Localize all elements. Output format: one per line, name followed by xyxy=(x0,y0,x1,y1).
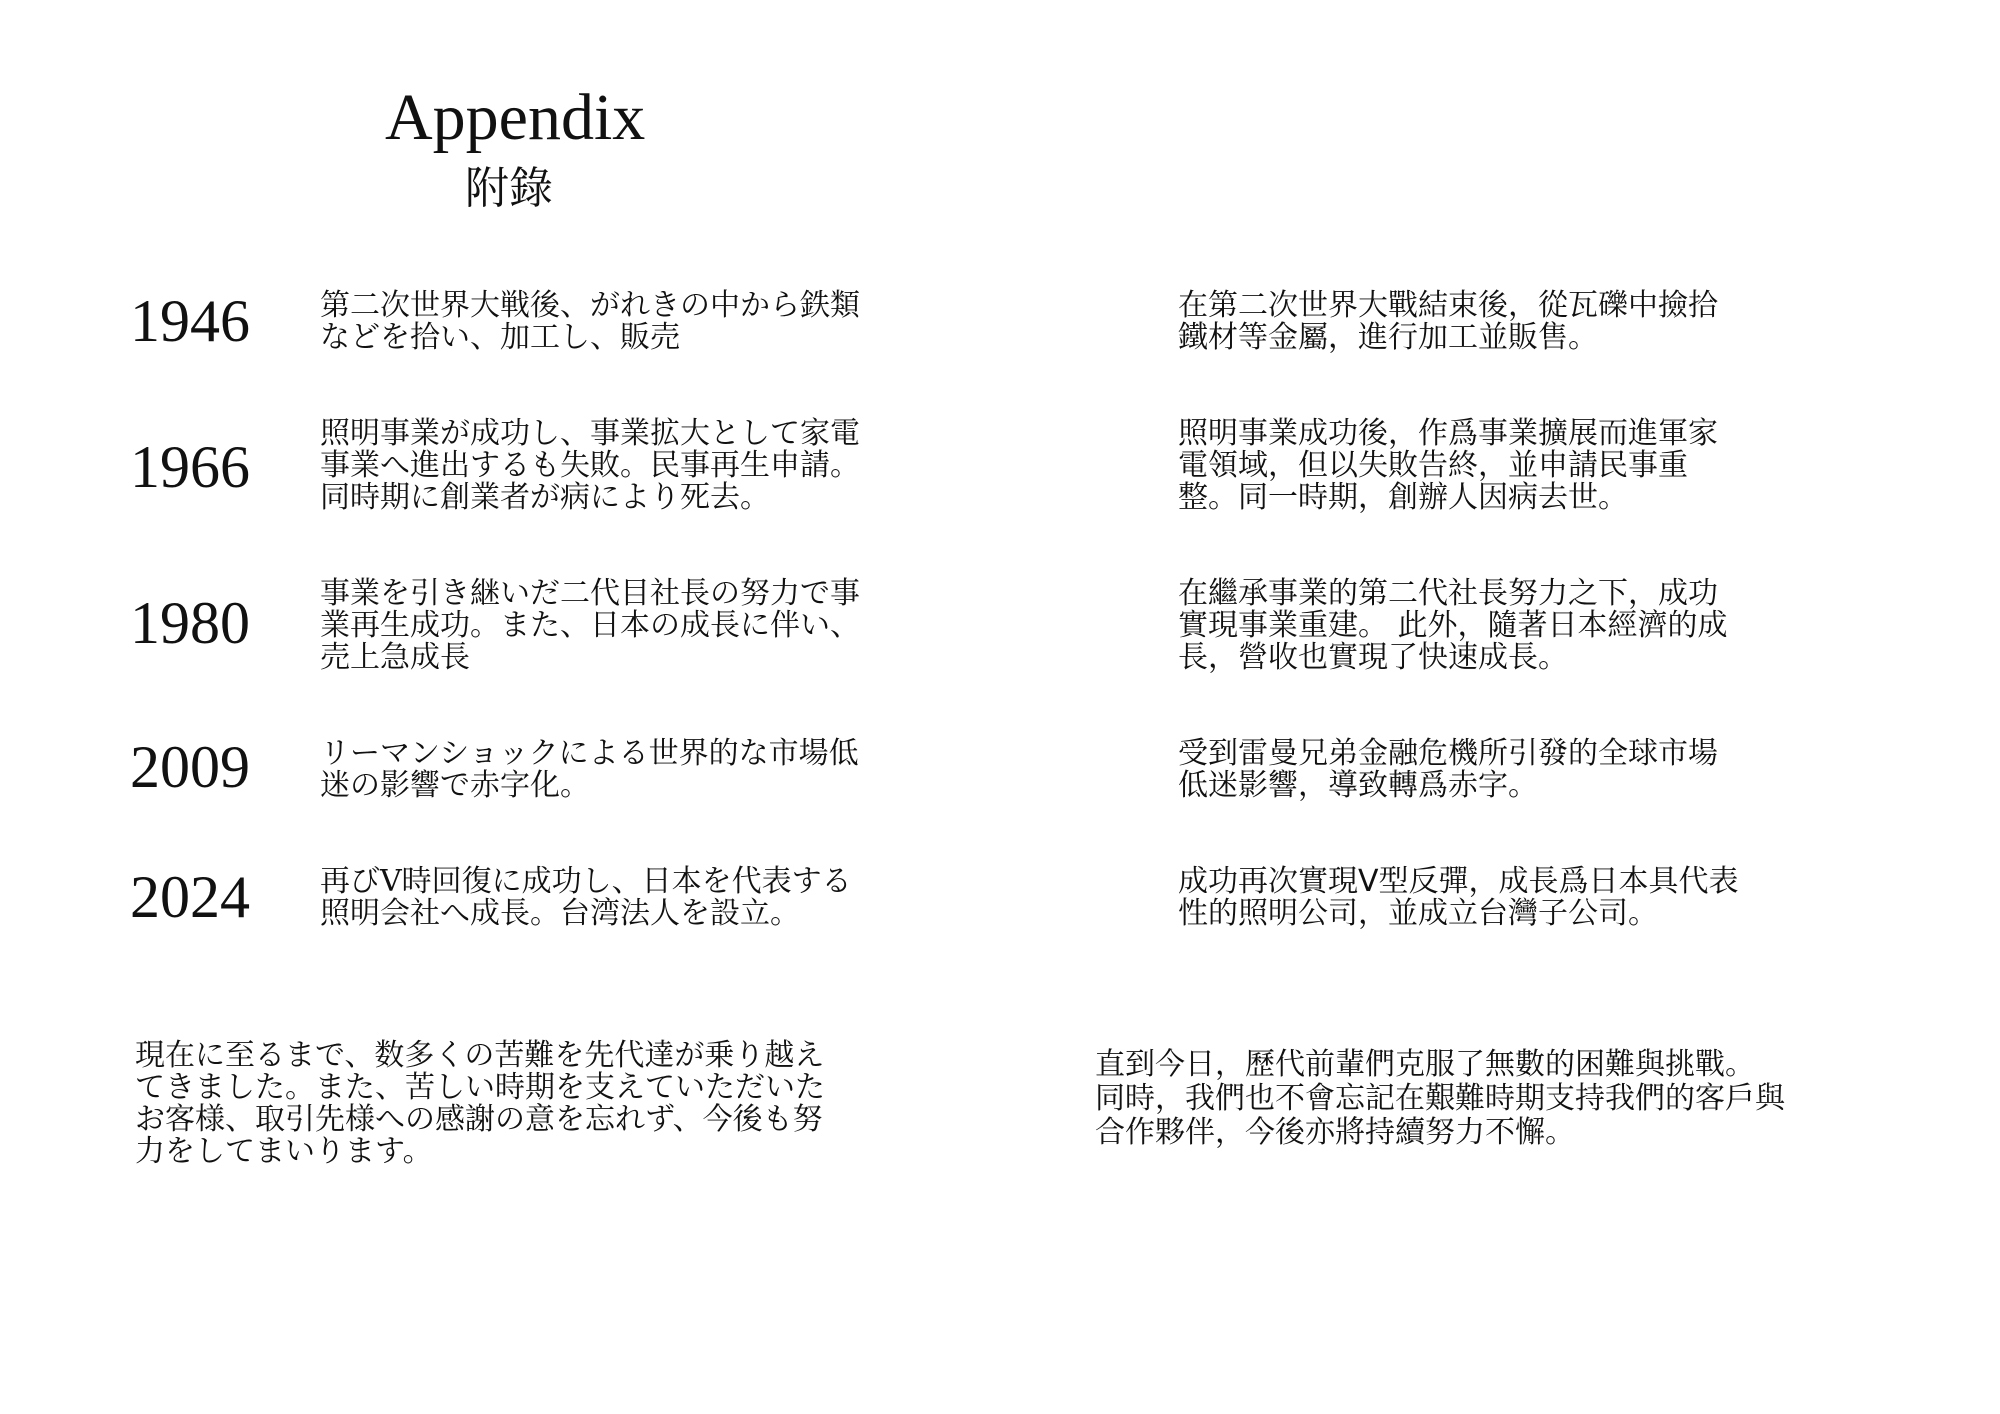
text-line: リーマンショックによる世界的な市場低 xyxy=(320,736,859,771)
timeline-text-japanese xyxy=(320,418,960,514)
timeline-row-1980 xyxy=(0,578,2000,698)
text-line: 業再生成功。また、日本の成長に伴い、 xyxy=(320,608,860,643)
text-line: 電領域，但以失敗告終，並申請民事重 xyxy=(1178,448,1688,483)
timeline-text-japanese xyxy=(320,738,960,802)
timeline-row-2009 xyxy=(0,734,2000,858)
timeline-text-chinese xyxy=(1178,578,1828,674)
text-line: てきました。また、苦しい時期を支えていただいた xyxy=(135,1070,825,1105)
page-subtitle: 附錄 xyxy=(465,163,553,214)
timeline-row-1946 xyxy=(0,290,2000,410)
text-line: 照明事業成功後，作爲事業擴展而進軍家 xyxy=(1178,416,1718,451)
text-line: 鐵材等金屬，進行加工並販售。 xyxy=(1178,320,1598,355)
timeline-year: 1966 xyxy=(130,434,250,500)
text-line: 低迷影響，導致轉爲赤字。 xyxy=(1178,768,1538,803)
timeline-year: 1980 xyxy=(130,590,250,656)
closing-paragraph-chinese xyxy=(1095,1048,1975,1150)
text-line: 事業を引き継いだ二代目社長の努力で事 xyxy=(320,576,860,611)
text-line: 売上急成長 xyxy=(320,640,470,675)
text-line: 受到雷曼兄弟金融危機所引發的全球市場 xyxy=(1178,736,1718,771)
text-line: 第二次世界大戦後、がれきの中から鉄類 xyxy=(320,288,860,323)
text-line: 長，營收也實現了快速成長。 xyxy=(1178,640,1568,675)
text-line: 成功再次實現V型反彈，成長爲日本具代表 xyxy=(1178,864,1739,899)
text-line: お客様、取引先様への感謝の意を忘れず、今後も努 xyxy=(135,1102,823,1137)
timeline-text-japanese xyxy=(320,578,960,674)
text-line: 同時期に創業者が病により死去。 xyxy=(320,480,770,515)
text-line: 再びV時回復に成功し、日本を代表する xyxy=(320,864,852,899)
text-line: 實現事業重建。 此外，隨著日本經濟的成 xyxy=(1178,608,1728,643)
timeline-year: 2024 xyxy=(130,864,250,930)
timeline-year: 1946 xyxy=(130,288,250,354)
text-line: などを拾い、加工し、販売 xyxy=(320,320,680,355)
timeline-row-1966 xyxy=(0,418,2000,538)
timeline-row-2024 xyxy=(0,866,2000,986)
text-line: 整。同一時期，創辦人因病去世。 xyxy=(1178,480,1628,515)
text-line: 同時，我們也不會忘記在艱難時期支持我們的客戶與 xyxy=(1095,1081,1785,1116)
timeline-text-chinese xyxy=(1178,290,1828,354)
text-line: 在第二次世界大戰結束後，從瓦礫中撿拾 xyxy=(1178,288,1718,323)
text-line: 現在に至るまで、数多くの苦難を先代達が乗り越え xyxy=(135,1038,825,1073)
text-line: 合作夥伴，今後亦將持續努力不懈。 xyxy=(1095,1115,1575,1150)
timeline-text-chinese xyxy=(1178,738,1828,802)
timeline-text-japanese xyxy=(320,866,960,930)
text-line: 在繼承事業的第二代社長努力之下，成功 xyxy=(1178,576,1718,611)
text-line: 照明事業が成功し、事業拡大として家電 xyxy=(320,416,860,451)
text-line: 力をしてまいります。 xyxy=(135,1134,433,1169)
timeline-year: 2009 xyxy=(130,734,250,800)
closing-paragraph-japanese xyxy=(135,1040,935,1168)
timeline-text-chinese xyxy=(1178,866,1828,930)
text-line: 性的照明公司，並成立台灣子公司。 xyxy=(1178,896,1658,931)
text-line: 迷の影響で赤字化。 xyxy=(320,768,590,803)
timeline-text-japanese xyxy=(320,290,960,354)
timeline-text-chinese xyxy=(1178,418,1828,514)
text-line: 事業へ進出するも失敗。民事再生申請。 xyxy=(320,448,860,483)
text-line: 直到今日，歷代前輩們克服了無數的困難與挑戰。 xyxy=(1095,1047,1755,1082)
text-line: 照明会社へ成長。台湾法人を設立。 xyxy=(320,896,800,931)
page-title: Appendix xyxy=(385,81,646,154)
